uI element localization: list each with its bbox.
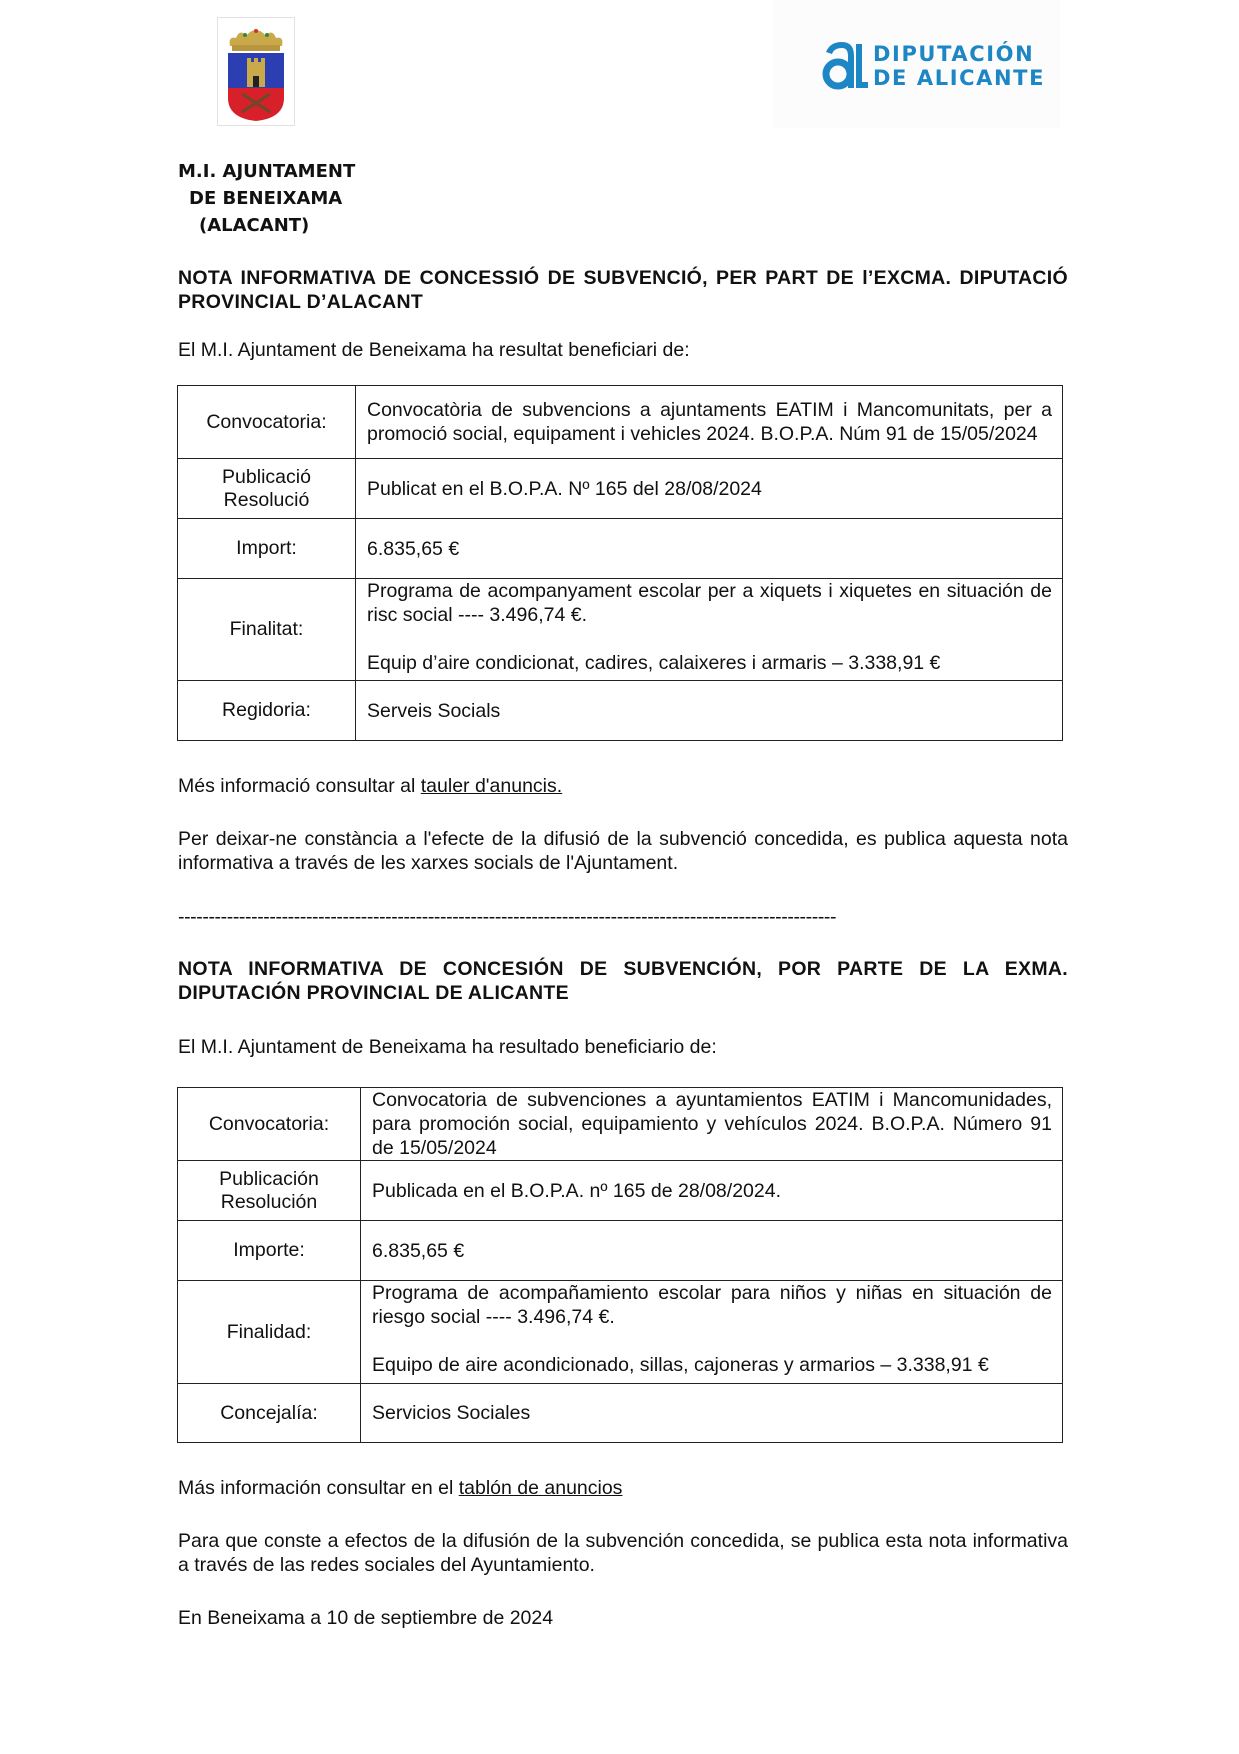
valencian-closing: Per deixar-ne constància a l'efecte de la difusió de la subvenció concedida, es publica aquesta nota informativa a través de les xarxes socials de l'Ajuntament. — [178, 828, 1068, 874]
coat-of-arms-icon — [217, 17, 295, 126]
row-value: 6.835,65 € — [361, 1221, 1063, 1281]
valencian-more-info — [178, 774, 1068, 798]
valencian-intro: El M.I. Ajuntament de Beneixama ha resultat beneficiari de: — [178, 339, 690, 361]
spanish-closing: Para que conste a efectos de la difusión de la subvención concedida, se publica esta nota informativa a través de las redes sociales del Ayuntamiento. — [178, 1530, 1068, 1576]
org-name-line-2: DE BENEIXAMA — [189, 188, 343, 209]
row-label: Publicació Resolució — [178, 459, 356, 519]
purpose-line-2: Equipo de aire acondicionado, sillas, cajoneras y armarios – 3.338,91 € — [372, 1354, 989, 1376]
table-row — [178, 1384, 1063, 1443]
row-value — [356, 579, 1063, 681]
purpose-line-2: Equip d’aire condicionat, cadires, calaixeres i armaris – 3.338,91 € — [367, 652, 941, 674]
spanish-intro: El M.I. Ajuntament de Beneixama ha resultado beneficiario de: — [178, 1036, 717, 1058]
spanish-more-info — [178, 1476, 1068, 1500]
section-separator: ------------------------------------------------------------------------------------------------------------ — [178, 906, 837, 928]
row-label: Finalidad: — [178, 1281, 361, 1384]
row-label: Concejalía: — [178, 1384, 361, 1443]
purpose-line-1: Programa de acompañamiento escolar para niños y niñas en situación de riesgo social ---- 3.496,74 €. — [372, 1282, 1052, 1328]
notice-board-link[interactable]: tablón de anuncios — [458, 1477, 623, 1499]
table-row — [178, 1221, 1063, 1281]
row-label: Publicación Resolución — [178, 1161, 361, 1221]
row-label: Importe: — [178, 1221, 361, 1281]
spanish-subsidy-table — [177, 1087, 1063, 1443]
table-row — [178, 1161, 1063, 1221]
org-name-line-1: M.I. AJUNTAMENT — [178, 161, 356, 182]
row-value: 6.835,65 € — [356, 519, 1063, 579]
valencian-heading: NOTA INFORMATIVA DE CONCESSIÓ DE SUBVENCIÓ, PER PART DE l’EXCMA. DIPUTACIÓ PROVINCIAL D’ALACANT — [178, 267, 1068, 313]
more-info-text: Més informació consultar al — [178, 775, 421, 797]
table-row — [178, 1088, 1063, 1161]
row-label: Import: — [178, 519, 356, 579]
table-row — [178, 1281, 1063, 1384]
purpose-line-1: Programa de acompanyament escolar per a xiquets i xiquetes en situación de risc social ---- 3.496,74 €. — [367, 580, 1052, 626]
row-label: Convocatoria: — [178, 386, 356, 459]
org-name-line-3: (ALACANT) — [199, 215, 310, 236]
row-value: Convocatòria de subvencions a ajuntaments EATIM i Mancomunitats, per a promoció social, equipament i vehicles 2024. B.O.P.A. Núm 91 de 15/05/2024 — [356, 386, 1063, 459]
more-info-text: Más información consultar en el — [178, 1477, 459, 1499]
logo-line-1: DIPUTACIÓN — [873, 42, 1035, 66]
date-line: En Beneixama a 10 de septiembre de 2024 — [178, 1607, 554, 1629]
row-value — [361, 1281, 1063, 1384]
row-label: Convocatoria: — [178, 1088, 361, 1161]
row-value: Serveis Socials — [356, 681, 1063, 741]
notice-board-link[interactable]: tauler d'anuncis. — [420, 775, 563, 797]
diputacion-logo-text — [873, 42, 1045, 90]
logo-line-2: DE ALICANTE — [873, 66, 1046, 90]
table-row — [178, 386, 1063, 459]
table-row — [178, 681, 1063, 741]
table-row — [178, 519, 1063, 579]
valencian-subsidy-table — [177, 385, 1063, 741]
table-row — [178, 459, 1063, 519]
spanish-heading: NOTA INFORMATIVA DE CONCESIÓN DE SUBVENCIÓN, POR PARTE DE LA EXMA. DIPUTACIÓN PROVINCIAL DE ALICANTE — [178, 958, 1068, 1004]
row-value: Publicat en el B.O.P.A. Nº 165 del 28/08/2024 — [356, 459, 1063, 519]
row-value: Servicios Sociales — [361, 1384, 1063, 1443]
row-value: Publicada en el B.O.P.A. nº 165 de 28/08/2024. — [361, 1161, 1063, 1221]
row-value: Convocatoria de subvenciones a ayuntamientos EATIM i Mancomunidades, para promoción social, equipamiento y vehículos 2024. B.O.P.A. Número 91 de 15/05/2024 — [361, 1088, 1063, 1161]
table-row — [178, 579, 1063, 681]
diputacion-logo-icon — [822, 40, 868, 90]
row-label: Finalitat: — [178, 579, 356, 681]
row-label: Regidoria: — [178, 681, 356, 741]
